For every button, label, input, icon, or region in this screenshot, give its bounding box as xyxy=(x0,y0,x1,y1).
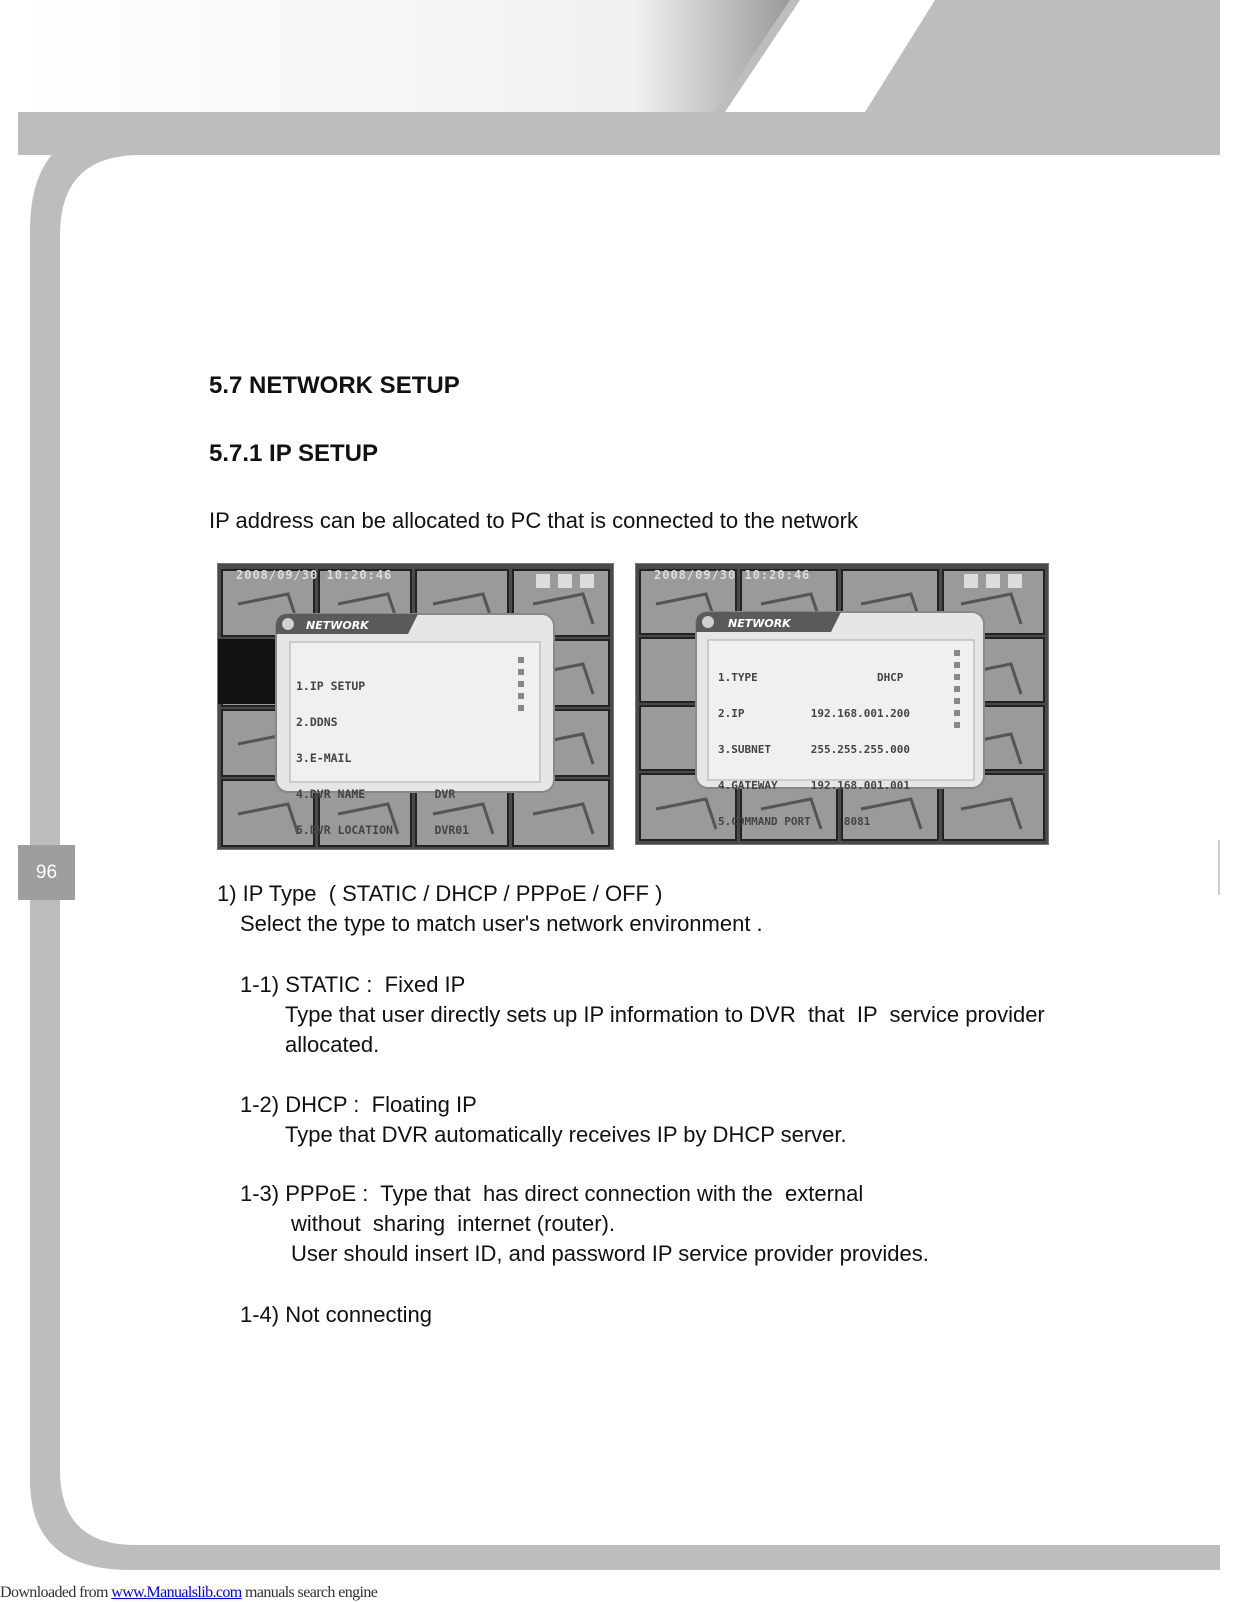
pppoe-label: 1-3) PPPoE : Type that has direct connection with the external xyxy=(240,1181,864,1206)
dhcp-desc: Type that DVR automatically receives IP by DHCP server. xyxy=(285,1122,847,1147)
ip-setup-screenshot xyxy=(635,563,1049,845)
manualslib-link[interactable]: www.Manualslib.com xyxy=(111,1584,242,1601)
screenshot-timestamp: 2008/09/30 10:20:46 xyxy=(654,568,811,582)
ip-setup-list xyxy=(718,648,910,845)
menu-item: 2.DDNS xyxy=(296,715,338,729)
window-title: NETWORK xyxy=(306,619,369,632)
off-label: 1-4) Not connecting xyxy=(240,1302,432,1327)
pppoe-desc-line1: without sharing internet (router). xyxy=(291,1211,616,1236)
ip-type-desc: Select the type to match user's network environment . xyxy=(240,911,763,936)
dhcp-label: 1-2) DHCP : Floating IP xyxy=(240,1092,477,1117)
download-footer xyxy=(0,1584,377,1602)
intro-text: IP address can be allocated to PC that is connected to the network xyxy=(209,508,858,533)
pppoe-desc-line2: User should insert ID, and password IP service provider provides. xyxy=(291,1241,929,1266)
static-desc-line2: allocated. xyxy=(285,1032,380,1057)
network-menu-list xyxy=(296,656,469,850)
footer-suffix: manuals search engine xyxy=(241,1584,378,1601)
section-subheading: 5.7.1 IP SETUP xyxy=(209,440,378,467)
footer-prefix: Downloaded from xyxy=(0,1584,112,1601)
menu-item: 4.DVR NAME DVR xyxy=(296,787,456,801)
static-label: 1-1) STATIC : Fixed IP xyxy=(240,972,466,997)
menu-item: 4.GATEWAY 192.168.001.001 xyxy=(718,779,911,792)
screenshot-timestamp: 2008/09/30 10:20:46 xyxy=(236,568,393,582)
menu-item: 2.IP 192.168.001.200 xyxy=(718,707,911,720)
page-number-badge: 96 xyxy=(18,845,75,900)
menu-item: 5.DVR LOCATION DVR01 xyxy=(296,823,470,837)
menu-item: 5.COMMAND PORT 8081 xyxy=(718,815,871,828)
menu-item: 1.TYPE DHCP xyxy=(718,671,904,684)
ip-type-title: 1) IP Type ( STATIC / DHCP / PPPoE / OFF ) xyxy=(217,881,663,906)
page-heading: 5.7 NETWORK SETUP xyxy=(209,372,460,399)
menu-item: 3.SUBNET 255.255.255.000 xyxy=(718,743,911,756)
network-menu-screenshot xyxy=(217,563,614,850)
window-title: NETWORK xyxy=(728,617,791,630)
static-desc-line1: Type that user directly sets up IP information to DVR that IP service provider xyxy=(285,1002,1045,1027)
menu-item: 3.E-MAIL xyxy=(296,751,352,765)
menu-item: 1.IP SETUP xyxy=(296,679,366,693)
